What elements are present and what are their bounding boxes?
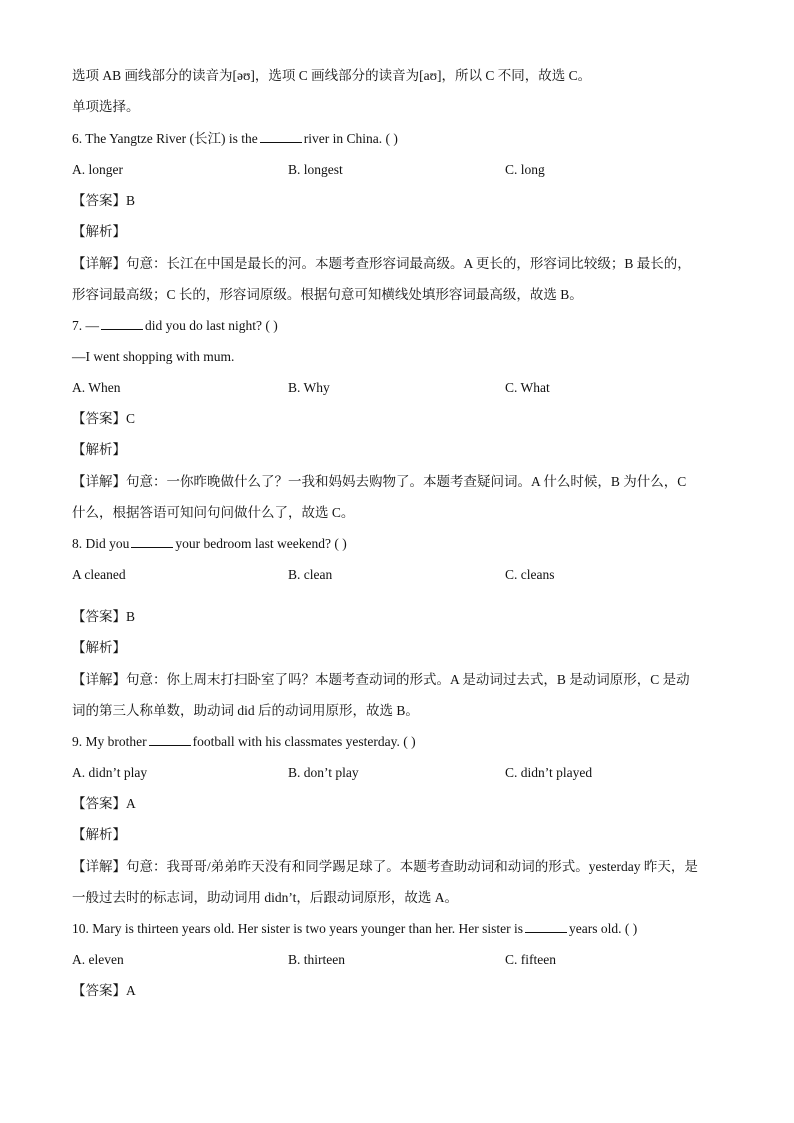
stem-text: football with his classmates yesterday. ( ) [192, 734, 416, 749]
answer-blank [131, 535, 173, 548]
detail-label: 【详解】 [72, 672, 126, 687]
option-b: B. longest [288, 162, 343, 177]
detail-line [72, 254, 724, 274]
question-stem [72, 534, 724, 554]
detail-text: 句意：我哥哥/弟弟昨天没有和同学踢足球了。本题考查助动词和动词的形式。yesterday 昨天，是 [126, 859, 698, 874]
option-b: B. clean [288, 567, 333, 582]
stem-text: did you do last night? ( ) [145, 318, 278, 333]
option-a: A cleaned [72, 567, 126, 582]
question-stem [72, 732, 724, 752]
section-heading: 单项选择。 [72, 99, 140, 114]
answer-blank [101, 317, 143, 330]
answer-line [72, 607, 724, 627]
detail-label: 【详解】 [72, 474, 126, 489]
answer-blank [260, 130, 302, 143]
answer-value: C [126, 411, 136, 426]
analysis-label: 【解析】 [72, 442, 126, 457]
reply-text: —I went shopping with mum. [72, 349, 235, 364]
answer-line [72, 981, 724, 1001]
detail-line [72, 472, 724, 492]
detail-text: 句意：你上周末打扫卧室了吗？本题考查动词的形式。A 是动词过去式，B 是动词原形，C 是动 [126, 672, 690, 687]
answer-label: 【答案】 [72, 609, 126, 624]
answer-blank [525, 920, 567, 933]
detail-text: 一般过去时的标志词，助动词用 didn’t，后跟动词原形，故选 A。 [72, 890, 459, 905]
answer-label: 【答案】 [72, 411, 126, 426]
answer-label: 【答案】 [72, 193, 126, 208]
stem-text: years old. ( ) [569, 921, 638, 936]
analysis-label: 【解析】 [72, 827, 126, 842]
detail-text: 句意：一你昨晚做什么了？一我和妈妈去购物了。本题考查疑问词。A 什么时候，B 为什么，C [126, 474, 687, 489]
detail-text: 词的第三人称单数，助动词 did 后的动词用原形，故选 B。 [72, 703, 419, 718]
answer-line [72, 794, 724, 814]
detail-label: 【详解】 [72, 256, 126, 271]
option-c: C. didn’t played [505, 765, 593, 780]
option-b: B. thirteen [288, 952, 345, 967]
answer-value: B [126, 193, 136, 208]
answer-line [72, 191, 724, 211]
detail-line [72, 857, 724, 877]
stem-text: 8. Did you [72, 536, 130, 551]
option-c: C. long [505, 162, 545, 177]
option-c: C. cleans [505, 567, 555, 582]
answer-line [72, 409, 724, 429]
answer-value: A [126, 983, 136, 998]
stem-text: river in China. ( ) [303, 131, 398, 146]
question-stem [72, 316, 724, 336]
answer-label: 【答案】 [72, 983, 126, 998]
option-a: A. When [72, 380, 121, 395]
paragraph: 选项 AB 画线部分的读音为[əʊ]，选项 C 画线部分的读音为[aʊ]，所以 C 不同，故选 C。 [72, 68, 592, 83]
stem-text: your bedroom last weekend? ( ) [175, 536, 347, 551]
option-b: B. don’t play [288, 765, 359, 780]
answer-blank [149, 733, 191, 746]
detail-text: 什么，根据答语可知问句问做什么了，故选 C。 [72, 505, 355, 520]
analysis-label: 【解析】 [72, 640, 126, 655]
detail-text: 句意：长江在中国是最长的河。本题考查形容词最高级。A 更长的，形容词比较级；B 最长的， [126, 256, 691, 271]
detail-label: 【详解】 [72, 859, 126, 874]
option-b: B. Why [288, 380, 330, 395]
answer-value: A [126, 796, 136, 811]
stem-text: 9. My brother [72, 734, 147, 749]
analysis-label: 【解析】 [72, 224, 126, 239]
answer-label: 【答案】 [72, 796, 126, 811]
question-stem [72, 129, 724, 149]
stem-text: 6. The Yangtze River (长江) is the [72, 131, 258, 146]
question-stem [72, 919, 724, 939]
option-a: A. longer [72, 162, 123, 177]
option-c: C. fifteen [505, 952, 556, 967]
option-a: A. didn’t play [72, 765, 148, 780]
stem-text: 10. Mary is thirteen years old. Her sister is two years younger than her. Her sister is [72, 921, 524, 936]
detail-text: 形容词最高级；C 长的，形容词原级。根据句意可知横线处填形容词最高级，故选 B。 [72, 287, 583, 302]
stem-text: 7. — [72, 318, 99, 333]
option-a: A. eleven [72, 952, 124, 967]
answer-value: B [126, 609, 136, 624]
detail-line [72, 670, 724, 690]
option-c: C. What [505, 380, 550, 395]
